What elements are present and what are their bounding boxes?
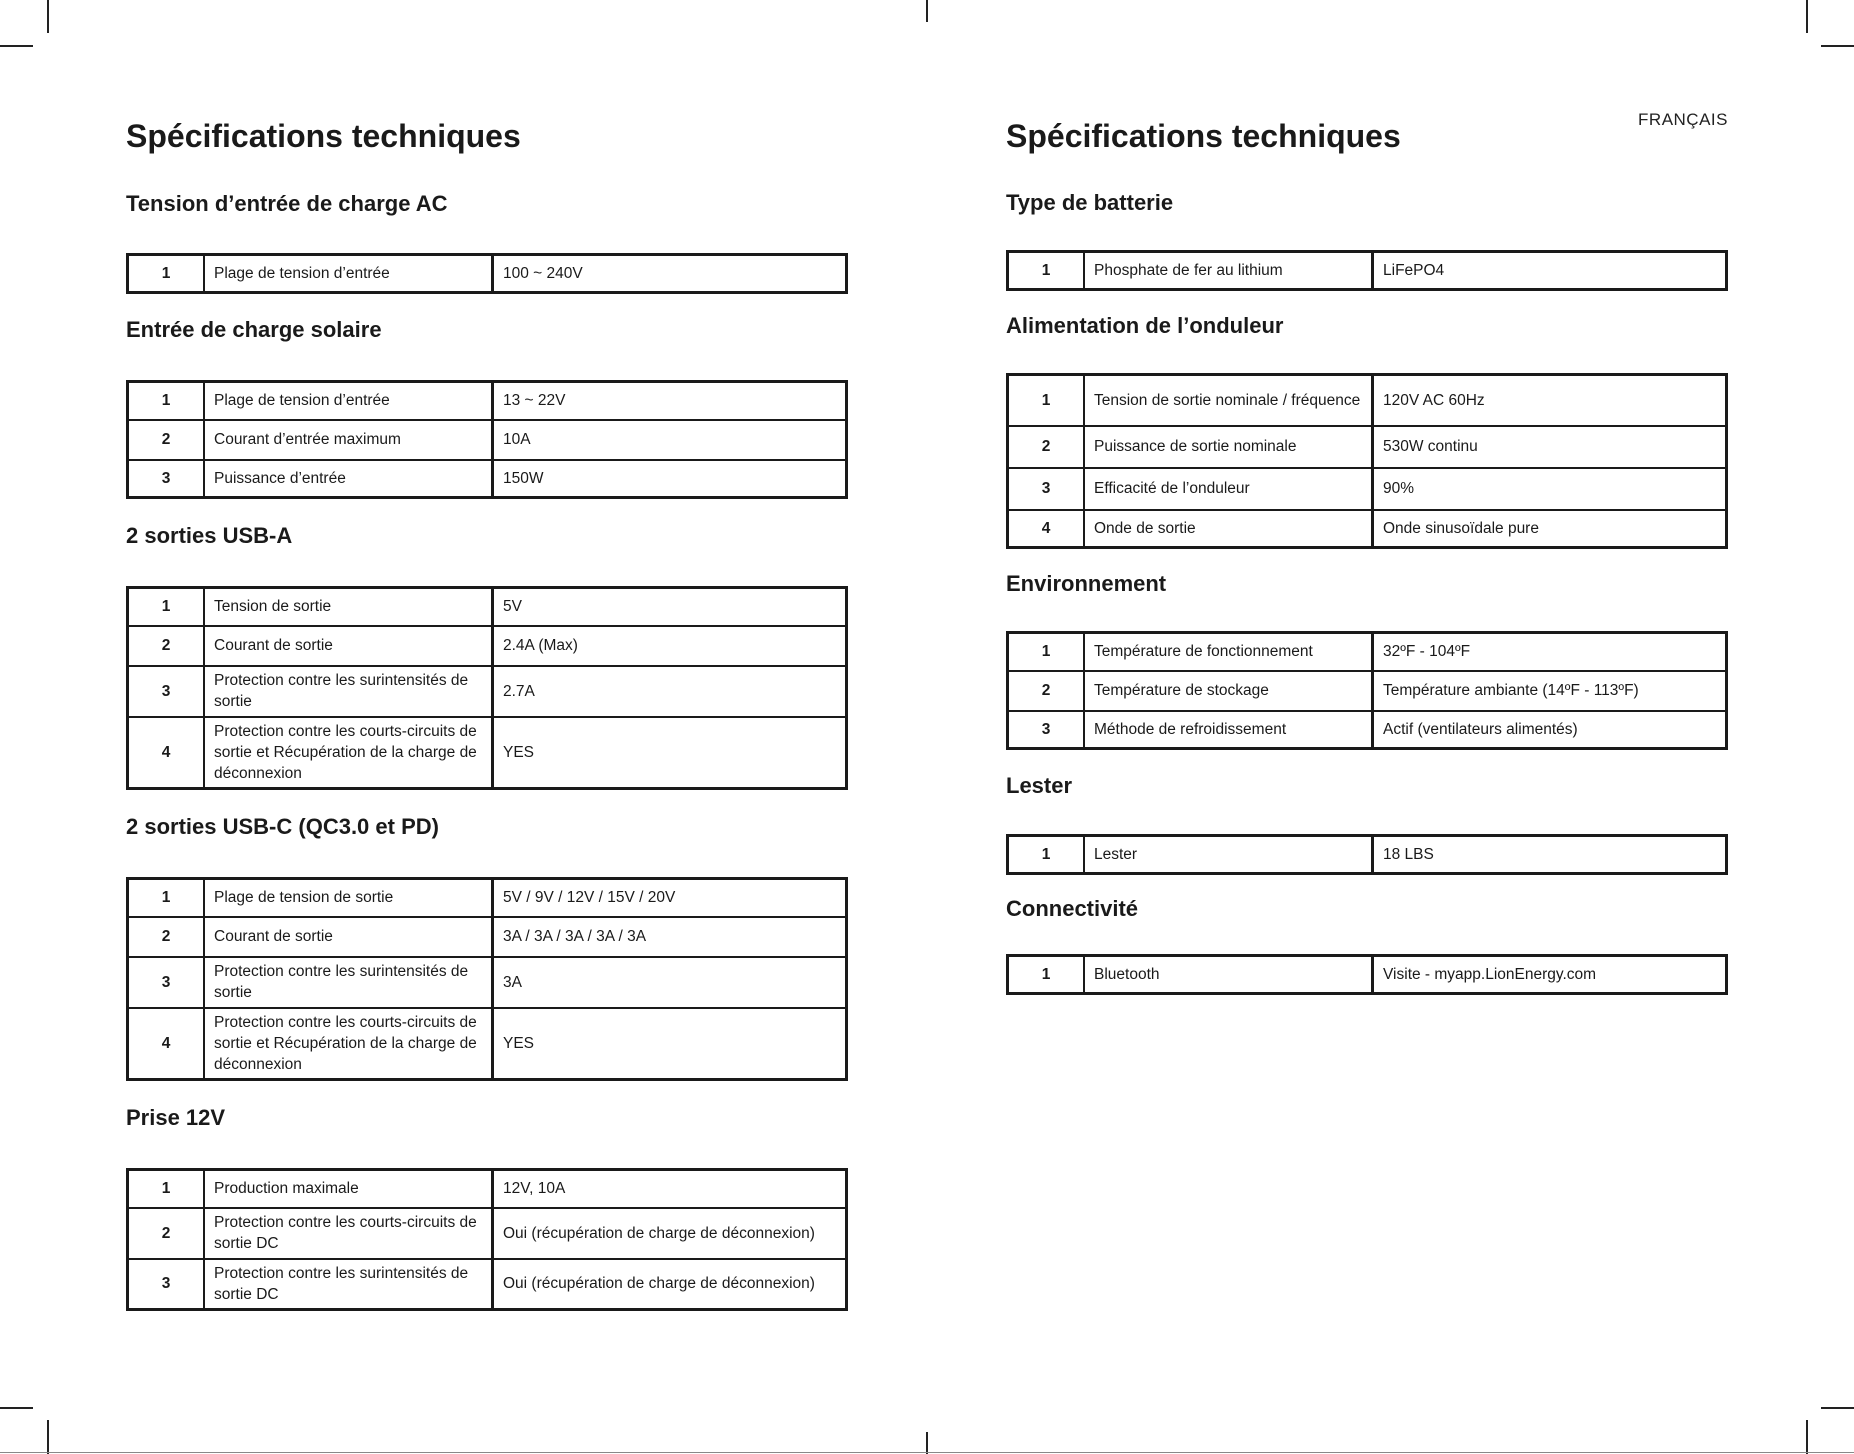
spec-label: Onde de sortie	[1084, 510, 1373, 548]
spec-table-inverter-power	[1006, 373, 1728, 549]
spec-label: Production maximale	[204, 1170, 493, 1208]
spec-table-environment	[1006, 631, 1728, 750]
section-inverter-power	[1006, 312, 1728, 340]
spec-value: Température ambiante (14ºF - 113ºF)	[1373, 671, 1727, 711]
section-heading: 2 sorties USB-C (QC3.0 et PD)	[126, 814, 439, 839]
row-number: 1	[128, 1170, 205, 1208]
spec-label: Tension de sortie nominale / fréquence	[1084, 375, 1373, 426]
row-number: 2	[128, 917, 205, 957]
table-row	[1008, 426, 1727, 468]
row-number: 1	[1008, 633, 1085, 671]
table-row	[128, 255, 847, 293]
table-row	[128, 879, 847, 917]
section-battery-type	[1006, 189, 1728, 217]
spec-label: Protection contre les surintensités de sortie DC	[204, 1259, 493, 1310]
section-ac-charge-input	[126, 190, 848, 218]
language-label: FRANÇAIS	[1638, 110, 1728, 129]
page-title: Spécifications techniques	[1006, 118, 1401, 154]
row-number: 1	[1008, 836, 1085, 874]
spec-label: Courant d’entrée maximum	[204, 420, 493, 460]
spec-value: 32ºF - 104ºF	[1373, 633, 1727, 671]
table-row	[128, 666, 847, 717]
section-weight	[1006, 772, 1728, 800]
row-number: 4	[128, 1008, 205, 1080]
spec-value: Actif (ventilateurs alimentés)	[1373, 711, 1727, 749]
table-row	[1008, 252, 1727, 290]
spec-label: Plage de tension d’entrée	[204, 255, 493, 293]
spec-label: Plage de tension d’entrée	[204, 382, 493, 420]
spec-value: 3A / 3A / 3A / 3A / 3A	[493, 917, 847, 957]
table-row	[128, 420, 847, 460]
table-row	[128, 917, 847, 957]
row-number: 2	[128, 1208, 205, 1259]
spec-value: YES	[493, 1008, 847, 1080]
page-title: Spécifications techniques	[126, 118, 521, 154]
section-heading: Environnement	[1006, 571, 1167, 596]
table-row	[1008, 510, 1727, 548]
spec-label: Protection contre les surintensités de sortie	[204, 666, 493, 717]
spec-label: Protection contre les surintensités de sortie	[204, 957, 493, 1008]
spec-value: 100 ~ 240V	[493, 255, 847, 293]
row-number: 3	[128, 666, 205, 717]
table-row	[128, 382, 847, 420]
spec-value: 10A	[493, 420, 847, 460]
spec-value: 12V, 10A	[493, 1170, 847, 1208]
table-row	[1008, 956, 1727, 994]
row-number: 2	[1008, 426, 1085, 468]
table-row	[128, 1208, 847, 1259]
row-number: 3	[128, 460, 205, 498]
row-number: 1	[1008, 375, 1085, 426]
section-heading: Tension d’entrée de charge AC	[126, 191, 448, 216]
spec-value: 90%	[1373, 468, 1727, 510]
spec-value: Oui (récupération de charge de déconnexion)	[493, 1259, 847, 1310]
spec-value: 530W continu	[1373, 426, 1727, 468]
section-usb-c-outputs	[126, 813, 848, 841]
spec-table-ac-charge-input	[126, 253, 848, 294]
spec-table-12v-outlet	[126, 1168, 848, 1311]
spec-value: LiFePO4	[1373, 252, 1727, 290]
spec-label: Tension de sortie	[204, 588, 493, 626]
table-row	[1008, 671, 1727, 711]
row-number: 2	[128, 420, 205, 460]
table-row	[128, 717, 847, 789]
spec-label: Protection contre les courts-circuits de sortie et Récupération de la charge de déconnexion	[204, 717, 493, 789]
section-environment	[1006, 570, 1728, 598]
spec-label: Méthode de refroidissement	[1084, 711, 1373, 749]
table-row	[128, 460, 847, 498]
spec-label: Phosphate de fer au lithium	[1084, 252, 1373, 290]
table-row	[128, 588, 847, 626]
spec-label: Température de stockage	[1084, 671, 1373, 711]
spec-label: Lester	[1084, 836, 1373, 874]
row-number: 1	[1008, 956, 1085, 994]
spec-label: Température de fonctionnement	[1084, 633, 1373, 671]
spec-value: 150W	[493, 460, 847, 498]
spec-label: Puissance de sortie nominale	[1084, 426, 1373, 468]
spec-value: YES	[493, 717, 847, 789]
spec-value: 2.7A	[493, 666, 847, 717]
spec-label: Courant de sortie	[204, 917, 493, 957]
section-connectivity	[1006, 895, 1728, 923]
spec-table-connectivity	[1006, 954, 1728, 995]
section-usb-a-outputs	[126, 522, 848, 550]
row-number: 1	[128, 255, 205, 293]
spec-value: Visite - myapp.LionEnergy.com	[1373, 956, 1727, 994]
spec-value: 13 ~ 22V	[493, 382, 847, 420]
section-12v-outlet	[126, 1104, 848, 1132]
row-number: 1	[128, 588, 205, 626]
table-row	[128, 1170, 847, 1208]
spec-value: Onde sinusoïdale pure	[1373, 510, 1727, 548]
section-solar-charge-input	[126, 316, 848, 344]
spec-table-weight	[1006, 834, 1728, 875]
section-heading: Entrée de charge solaire	[126, 317, 382, 342]
section-heading: 2 sorties USB-A	[126, 523, 293, 548]
spec-label: Protection contre les courts-circuits de sortie et Récupération de la charge de déconnexion	[204, 1008, 493, 1080]
spec-label: Puissance d’entrée	[204, 460, 493, 498]
spec-value: 120V AC 60Hz	[1373, 375, 1727, 426]
table-row	[1008, 375, 1727, 426]
row-number: 2	[1008, 671, 1085, 711]
spec-label: Bluetooth	[1084, 956, 1373, 994]
row-number: 1	[128, 382, 205, 420]
table-row	[128, 1259, 847, 1310]
spec-value: 5V	[493, 588, 847, 626]
table-row	[1008, 633, 1727, 671]
row-number: 4	[128, 717, 205, 789]
spec-label: Plage de tension de sortie	[204, 879, 493, 917]
spec-table-usb-a-outputs	[126, 586, 848, 790]
spec-label: Courant de sortie	[204, 626, 493, 666]
section-heading: Lester	[1006, 773, 1073, 798]
table-row	[1008, 836, 1727, 874]
table-row	[128, 626, 847, 666]
section-heading: Prise 12V	[126, 1105, 226, 1130]
spec-label: Protection contre les courts-circuits de sortie DC	[204, 1208, 493, 1259]
spec-value: Oui (récupération de charge de déconnexion)	[493, 1208, 847, 1259]
row-number: 2	[128, 626, 205, 666]
spec-table-battery-type	[1006, 250, 1728, 291]
row-number: 1	[1008, 252, 1085, 290]
row-number: 3	[128, 1259, 205, 1310]
row-number: 3	[1008, 711, 1085, 749]
section-heading: Type de batterie	[1006, 190, 1174, 215]
section-heading: Alimentation de l’onduleur	[1006, 313, 1284, 338]
spec-value: 5V / 9V / 12V / 15V / 20V	[493, 879, 847, 917]
row-number: 3	[1008, 468, 1085, 510]
table-row	[1008, 711, 1727, 749]
spec-value: 3A	[493, 957, 847, 1008]
table-row	[128, 1008, 847, 1080]
spec-table-solar-charge-input	[126, 380, 848, 499]
row-number: 4	[1008, 510, 1085, 548]
spec-label: Efficacité de l’onduleur	[1084, 468, 1373, 510]
row-number: 3	[128, 957, 205, 1008]
spec-table-usb-c-outputs	[126, 877, 848, 1081]
section-heading: Connectivité	[1006, 896, 1139, 921]
spec-value: 2.4A (Max)	[493, 626, 847, 666]
table-row	[128, 957, 847, 1008]
spec-value: 18 LBS	[1373, 836, 1727, 874]
row-number: 1	[128, 879, 205, 917]
table-row	[1008, 468, 1727, 510]
